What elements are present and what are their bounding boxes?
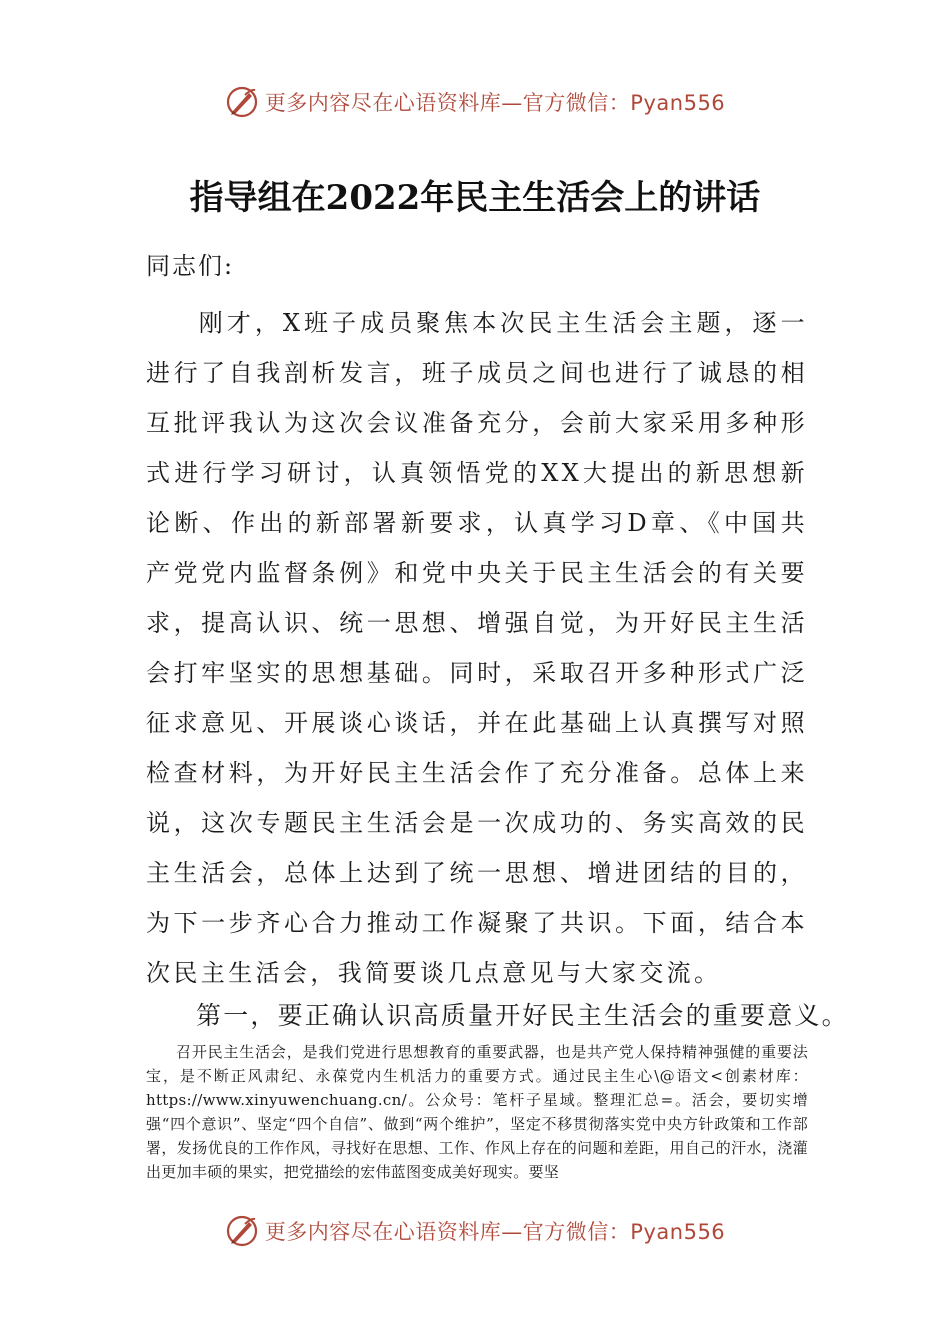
quill-pen-logo-icon (225, 85, 259, 119)
salutation: 同志们: (146, 252, 235, 280)
footer-banner (0, 1211, 950, 1251)
body-paragraph-2: 召开民主生活会，是我们党进行思想教育的重要武器，也是共产党人保持精神强健的重要法宝，是不断正风肃纪、永葆党内生机活力的重要方式。通过民主生心\@语文<创素材库：https://www.xinyuwenchuang.cn/。公众号：笔杆子星域。整理汇总=。活会，要切实增强“四个意识”、坚定“四个自信”、做到“两个维护”，坚定不移贯彻落实党中央方针政策和工作部署，发扬优良的工作作风，寻找好在思想、工作、作风上存在的问题和差距，用自己的汗水，浇灌出更加丰硕的果实，把党描绘的宏伟蓝图变成美好现实。要坚 (146, 1043, 808, 1181)
body-paragraph-1: 刚才，X班子成员聚焦本次民主生活会主题，逐一进行了自我剖析发言，班子成员之间也进行了诚恳的相互批评我认为这次会议准备充分，会前大家采用多种形式进行学习研讨，认真领悟党的XX大提出的新思想新论断、作出的新部署新要求，认真学习D章、《中国共产党党内监督条例》和党中央关于民主生活会的有关要求，提高认识、统一思想、增强自觉，为开好民主生活会打牢坚实的思想基础。同时，采取召开多种形式广泛征求意见、开展谈心谈话，并在此基础上认真撰写对照检查材料，为开好民主生活会作了充分准备。总体上来说，这次专题民主生活会是一次成功的、务实高效的民主生活会，总体上达到了统一思想、增进团结的目的，为下一步齐心合力推动工作凝聚了共识。下面，结合本次民主生活会，我简要谈几点意见与大家交流。 (146, 309, 808, 987)
document-title: 指导组在2022年民主生活会上的讲话 (189, 178, 761, 218)
header-banner-text: 更多内容尽在心语资料库—官方微信：Pyan556 (264, 91, 726, 115)
quill-pen-logo-icon (225, 1214, 259, 1248)
header-banner (0, 82, 950, 122)
section-heading-1: 第一，要正确认识高质量开好民主生活会的重要意义。 (196, 1001, 849, 1030)
footer-banner-text: 更多内容尽在心语资料库—官方微信：Pyan556 (264, 1220, 726, 1244)
